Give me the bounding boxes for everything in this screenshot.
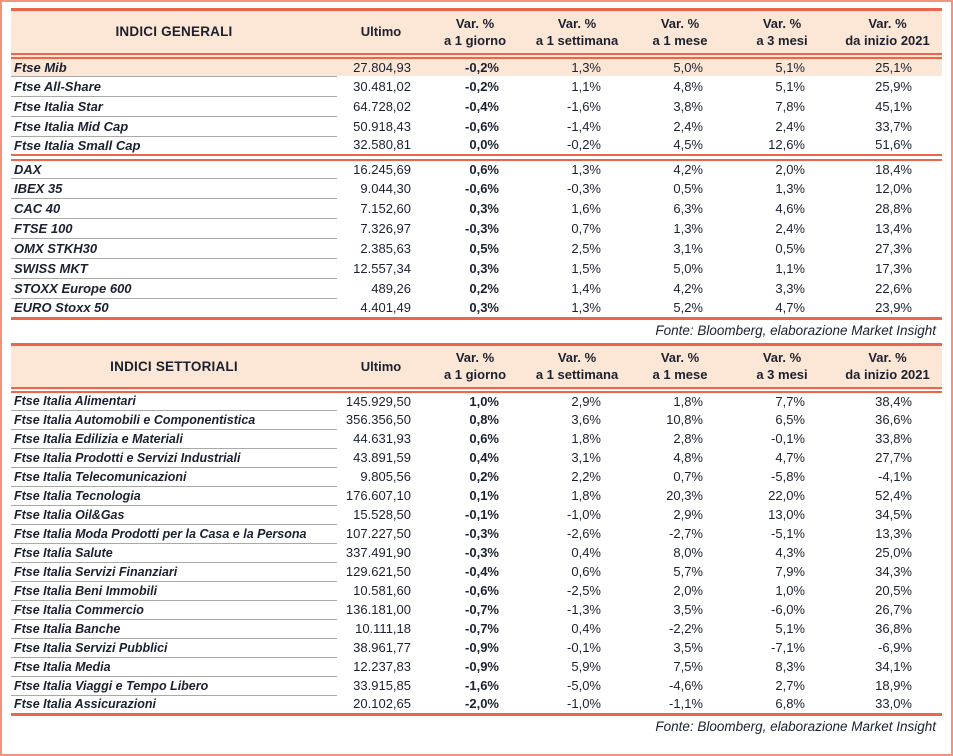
var-1-giorno-cell: -0,6% xyxy=(465,180,499,196)
var-1-settimana-cell: 1,3% xyxy=(571,59,601,75)
var-1-settimana-cell: -1,4% xyxy=(567,118,601,134)
var-1-mese-cell: 4,2% xyxy=(673,280,703,296)
index-row xyxy=(11,178,942,198)
index-name: Ftse Italia Star xyxy=(11,96,337,116)
var-3-mesi-cell: -5,8% xyxy=(771,469,805,484)
var-da-inizio-2021-cell: 17,3% xyxy=(875,260,912,276)
column-header-var-1-settimana: Var. % a 1 settimana xyxy=(535,350,619,383)
var-3-mesi-cell: -6,0% xyxy=(771,602,805,617)
table-header xyxy=(11,10,942,56)
var-1-settimana-cell: 2,9% xyxy=(571,394,601,409)
var-3-mesi-cell: 1,3% xyxy=(775,180,805,196)
index-row xyxy=(11,198,942,218)
var-3-mesi-cell: 0,5% xyxy=(775,240,805,256)
var-1-mese-cell: -1,1% xyxy=(669,696,703,712)
ultimo-cell: 356.356,50 xyxy=(345,412,411,427)
var-da-inizio-2021-cell: 25,9% xyxy=(875,78,912,94)
var-1-mese-cell: 8,0% xyxy=(673,545,703,560)
var-1-settimana-cell: 1,1% xyxy=(571,78,601,94)
table-title: INDICI GENERALI xyxy=(115,24,233,40)
index-row xyxy=(11,116,942,136)
var-1-mese-cell: 4,8% xyxy=(673,450,703,465)
var-1-mese-cell: 2,9% xyxy=(673,507,703,522)
index-row xyxy=(11,562,942,581)
var-1-mese-cell: 4,5% xyxy=(673,137,703,153)
var-3-mesi-cell: 4,7% xyxy=(775,299,805,315)
var-1-settimana-cell: -2,5% xyxy=(567,583,601,598)
index-name: EURO Stoxx 50 xyxy=(14,300,109,315)
index-group xyxy=(11,157,942,318)
sector-indices-section xyxy=(11,343,942,736)
var-1-mese-cell: 3,5% xyxy=(673,640,703,655)
var-da-inizio-2021-cell: 36,8% xyxy=(875,621,912,636)
ultimo-cell: 33.915,85 xyxy=(353,678,411,693)
index-row xyxy=(11,238,942,258)
var-1-settimana-cell: 1,6% xyxy=(571,200,601,216)
var-1-giorno-cell: 0,3% xyxy=(469,260,499,276)
ultimo-cell: 16.245,69 xyxy=(353,161,411,177)
index-name: OMX STKH30 xyxy=(11,238,337,258)
ultimo-cell: 145.929,50 xyxy=(345,394,411,409)
var-1-settimana-cell: -1,3% xyxy=(567,602,601,617)
var-1-giorno-cell: -0,3% xyxy=(465,545,499,560)
ultimo-cell: 10.111,18 xyxy=(355,621,411,636)
index-row xyxy=(11,56,942,77)
var-da-inizio-2021-cell: 36,6% xyxy=(875,412,912,427)
var-3-mesi-cell: -5,1% xyxy=(771,526,805,541)
var-1-settimana-cell: 3,1% xyxy=(571,450,601,465)
var-da-inizio-2021-cell: 13,3% xyxy=(875,526,912,541)
var-1-giorno-cell: -0,2% xyxy=(465,78,499,94)
var-1-settimana-cell: 2,5% xyxy=(571,240,601,256)
index-row xyxy=(11,695,942,714)
var-da-inizio-2021-cell: 33,0% xyxy=(875,696,912,712)
index-name: FTSE 100 xyxy=(11,218,337,238)
ultimo-cell: 32.580,81 xyxy=(353,137,411,153)
column-header-var-1-giorno: Var. % a 1 giorno xyxy=(443,350,507,383)
index-name: Ftse Italia Automobili e Componentistica xyxy=(11,410,337,429)
ultimo-cell: 12.237,83 xyxy=(353,659,411,674)
index-name: Ftse Italia Telecomunicazioni xyxy=(11,467,337,486)
var-3-mesi-cell: 5,1% xyxy=(775,59,805,75)
header-row xyxy=(11,10,942,56)
var-da-inizio-2021-cell: -4,1% xyxy=(878,469,912,484)
var-da-inizio-2021-cell: 34,3% xyxy=(875,564,912,579)
var-1-mese-cell: 4,2% xyxy=(673,161,703,177)
var-1-mese-cell: 6,3% xyxy=(673,200,703,216)
var-da-inizio-2021-cell: 26,7% xyxy=(875,602,912,617)
ultimo-cell: 7.152,60 xyxy=(360,200,411,216)
var-1-mese-cell: 3,1% xyxy=(673,240,703,256)
var-3-mesi-cell: 6,5% xyxy=(775,412,805,427)
index-row xyxy=(11,657,942,676)
index-row xyxy=(11,76,942,96)
var-1-mese-cell: 0,7% xyxy=(673,469,703,484)
index-name: Ftse Italia Oil&Gas xyxy=(11,505,337,524)
index-row xyxy=(11,524,942,543)
var-1-giorno-cell: -0,7% xyxy=(465,602,499,617)
var-1-mese-cell: 5,2% xyxy=(673,299,703,315)
var-da-inizio-2021-cell: 27,3% xyxy=(875,240,912,256)
source-note: Fonte: Bloomberg, elaborazione Market Insight xyxy=(655,718,936,734)
index-row xyxy=(11,96,942,116)
var-1-mese-cell: 5,7% xyxy=(673,564,703,579)
ultimo-cell: 9.805,56 xyxy=(360,469,411,484)
var-1-settimana-cell: 0,4% xyxy=(571,621,601,636)
var-1-settimana-cell: -2,6% xyxy=(567,526,601,541)
var-1-giorno-cell: -0,3% xyxy=(465,526,499,541)
ultimo-cell: 2.385,63 xyxy=(360,240,411,256)
var-1-giorno-cell: 0,6% xyxy=(469,431,499,446)
index-name: Ftse Italia Servizi Pubblici xyxy=(11,638,337,657)
var-3-mesi-cell: 4,7% xyxy=(775,450,805,465)
var-1-giorno-cell: -0,2% xyxy=(465,59,499,75)
index-name: SWISS MKT xyxy=(11,258,337,278)
var-da-inizio-2021-cell: 52,4% xyxy=(875,488,912,503)
var-da-inizio-2021-cell: 33,8% xyxy=(875,431,912,446)
index-row xyxy=(11,638,942,657)
var-da-inizio-2021-cell: -6,9% xyxy=(878,640,912,655)
index-group xyxy=(11,56,942,158)
var-da-inizio-2021-cell: 33,7% xyxy=(875,118,912,134)
table-header xyxy=(11,344,942,390)
sector-indices-table xyxy=(11,343,942,716)
var-da-inizio-2021-cell: 18,9% xyxy=(875,678,912,693)
index-name: Ftse Italia Servizi Finanziari xyxy=(11,562,337,581)
column-header-var-da-inizio-2021: Var. % da inizio 2021 xyxy=(845,350,930,383)
var-1-giorno-cell: -0,1% xyxy=(465,507,499,522)
column-header-var-1-giorno: Var. % a 1 giorno xyxy=(443,15,507,48)
var-1-settimana-cell: -1,0% xyxy=(567,696,601,712)
ultimo-cell: 27.804,93 xyxy=(353,59,411,75)
var-1-settimana-cell: 2,2% xyxy=(571,469,601,484)
var-1-giorno-cell: 0,2% xyxy=(469,280,499,296)
var-1-settimana-cell: 1,5% xyxy=(571,260,601,276)
var-1-mese-cell: 2,0% xyxy=(673,583,703,598)
var-1-mese-cell: 5,0% xyxy=(673,260,703,276)
index-group xyxy=(11,390,942,714)
var-1-settimana-cell: 5,9% xyxy=(571,659,601,674)
column-header-ultimo: Ultimo xyxy=(360,24,402,40)
var-3-mesi-cell: 7,7% xyxy=(775,394,805,409)
var-da-inizio-2021-cell: 34,1% xyxy=(875,659,912,674)
index-name: Ftse Italia Tecnologia xyxy=(11,486,337,505)
var-1-giorno-cell: -0,7% xyxy=(465,621,499,636)
index-row xyxy=(11,467,942,486)
var-1-giorno-cell: 0,0% xyxy=(469,137,499,153)
var-3-mesi-cell: 8,3% xyxy=(775,659,805,674)
ultimo-cell: 129.621,50 xyxy=(345,564,411,579)
index-name: Ftse Italia Beni Immobili xyxy=(11,581,337,600)
source-note: Fonte: Bloomberg, elaborazione Market Insight xyxy=(655,322,936,338)
ultimo-cell: 136.181,00 xyxy=(345,602,411,617)
ultimo-cell: 4.401,49 xyxy=(360,299,411,315)
index-row xyxy=(11,218,942,238)
var-1-mese-cell: 2,8% xyxy=(673,431,703,446)
var-1-settimana-cell: 0,6% xyxy=(571,564,601,579)
var-1-settimana-cell: -5,0% xyxy=(567,678,601,693)
var-da-inizio-2021-cell: 25,1% xyxy=(875,59,912,75)
var-1-settimana-cell: 1,3% xyxy=(571,161,601,177)
var-3-mesi-cell: 2,4% xyxy=(775,118,805,134)
var-da-inizio-2021-cell: 23,9% xyxy=(875,299,912,315)
var-1-settimana-cell: 1,4% xyxy=(571,280,601,296)
var-1-giorno-cell: 0,6% xyxy=(469,161,499,177)
var-1-giorno-cell: -0,3% xyxy=(465,220,499,236)
ultimo-cell: 44.631,93 xyxy=(353,431,411,446)
var-1-giorno-cell: -2,0% xyxy=(465,696,499,712)
index-row xyxy=(11,429,942,448)
var-1-giorno-cell: 0,2% xyxy=(469,469,499,484)
var-1-settimana-cell: 0,4% xyxy=(571,545,601,560)
var-1-mese-cell: 2,4% xyxy=(673,118,703,134)
index-name: Ftse Italia Moda Prodotti per la Casa e la Persona xyxy=(11,524,337,543)
index-name: Ftse Italia Prodotti e Servizi Industriali xyxy=(11,448,337,467)
var-3-mesi-cell: 2,4% xyxy=(775,220,805,236)
var-da-inizio-2021-cell: 38,4% xyxy=(875,394,912,409)
var-3-mesi-cell: 12,6% xyxy=(768,137,805,153)
index-name: Ftse Italia Viaggi e Tempo Libero xyxy=(11,676,337,695)
index-name: Ftse Italia Mid Cap xyxy=(11,116,337,136)
index-row xyxy=(11,298,942,318)
index-row xyxy=(11,581,942,600)
index-name: Ftse Italia Edilizia e Materiali xyxy=(11,429,337,448)
ultimo-cell: 9.044,30 xyxy=(360,180,411,196)
var-1-giorno-cell: -1,6% xyxy=(465,678,499,693)
index-row xyxy=(11,486,942,505)
var-1-mese-cell: 3,8% xyxy=(673,98,703,114)
var-da-inizio-2021-cell: 25,0% xyxy=(875,545,912,560)
ultimo-cell: 64.728,02 xyxy=(353,98,411,114)
var-da-inizio-2021-cell: 51,6% xyxy=(875,137,912,153)
column-header-var-1-settimana: Var. % a 1 settimana xyxy=(535,15,619,48)
index-name: Ftse Mib xyxy=(11,56,337,77)
general-indices-section xyxy=(11,8,942,340)
index-row xyxy=(11,676,942,695)
var-3-mesi-cell: 22,0% xyxy=(768,488,805,503)
var-3-mesi-cell: 3,3% xyxy=(775,280,805,296)
var-da-inizio-2021-cell: 22,6% xyxy=(875,280,912,296)
index-row xyxy=(11,543,942,562)
var-3-mesi-cell: 5,1% xyxy=(775,621,805,636)
var-1-settimana-cell: -0,2% xyxy=(567,137,601,153)
var-da-inizio-2021-cell: 27,7% xyxy=(875,450,912,465)
var-1-giorno-cell: 1,0% xyxy=(469,394,499,409)
ultimo-cell: 337.491,90 xyxy=(345,545,411,560)
var-1-mese-cell: -2,7% xyxy=(669,526,703,541)
column-header-var-1-mese: Var. % a 1 mese xyxy=(652,15,708,48)
var-3-mesi-cell: 4,6% xyxy=(775,200,805,216)
var-1-settimana-cell: 3,6% xyxy=(571,412,601,427)
column-header-ultimo: Ultimo xyxy=(360,358,402,374)
var-1-giorno-cell: 0,4% xyxy=(469,450,499,465)
var-da-inizio-2021-cell: 20,5% xyxy=(875,583,912,598)
var-da-inizio-2021-cell: 34,5% xyxy=(875,507,912,522)
index-row xyxy=(11,600,942,619)
index-name: Ftse Italia Assicurazioni xyxy=(14,697,156,711)
index-name: CAC 40 xyxy=(11,198,337,218)
ultimo-cell: 107.227,50 xyxy=(345,526,411,541)
index-name: STOXX Europe 600 xyxy=(11,278,337,298)
var-1-mese-cell: 10,8% xyxy=(666,412,703,427)
column-header-var-da-inizio-2021: Var. % da inizio 2021 xyxy=(845,15,930,48)
ultimo-cell: 10.581,60 xyxy=(353,583,411,598)
var-da-inizio-2021-cell: 28,8% xyxy=(875,200,912,216)
var-1-mese-cell: 5,0% xyxy=(673,59,703,75)
var-3-mesi-cell: -7,1% xyxy=(771,640,805,655)
ultimo-cell: 176.607,10 xyxy=(345,488,411,503)
var-1-giorno-cell: 0,8% xyxy=(469,412,499,427)
var-3-mesi-cell: 2,0% xyxy=(775,161,805,177)
var-1-mese-cell: -4,6% xyxy=(669,678,703,693)
index-row xyxy=(11,136,942,157)
index-row xyxy=(11,278,942,298)
var-1-giorno-cell: 0,3% xyxy=(469,299,499,315)
ultimo-cell: 38.961,77 xyxy=(353,640,411,655)
var-1-giorno-cell: 0,1% xyxy=(469,488,499,503)
ultimo-cell: 30.481,02 xyxy=(353,78,411,94)
var-1-settimana-cell: -0,1% xyxy=(567,640,601,655)
var-1-settimana-cell: 1,8% xyxy=(571,431,601,446)
index-row xyxy=(11,157,942,178)
column-header-var-1-mese: Var. % a 1 mese xyxy=(652,350,708,383)
ultimo-cell: 43.891,59 xyxy=(353,450,411,465)
general-indices-table xyxy=(11,8,942,320)
index-name: Ftse Italia Commercio xyxy=(11,600,337,619)
var-3-mesi-cell: 4,3% xyxy=(775,545,805,560)
var-1-mese-cell: 4,8% xyxy=(673,78,703,94)
index-name: Ftse Italia Media xyxy=(11,657,337,676)
index-name: Ftse All-Share xyxy=(11,76,337,96)
var-da-inizio-2021-cell: 13,4% xyxy=(875,220,912,236)
index-name: Ftse Italia Banche xyxy=(11,619,337,638)
index-row xyxy=(11,619,942,638)
var-3-mesi-cell: 6,8% xyxy=(775,696,805,712)
var-3-mesi-cell: 2,7% xyxy=(775,678,805,693)
column-header-var-3-mesi: Var. % a 3 mesi xyxy=(756,350,808,383)
index-row xyxy=(11,258,942,278)
var-3-mesi-cell: 1,1% xyxy=(775,260,805,276)
var-1-mese-cell: 1,3% xyxy=(673,220,703,236)
var-1-mese-cell: 1,8% xyxy=(673,394,703,409)
ultimo-cell: 50.918,43 xyxy=(353,118,411,134)
var-3-mesi-cell: 5,1% xyxy=(775,78,805,94)
index-name: DAX xyxy=(11,157,337,178)
var-1-settimana-cell: 0,7% xyxy=(571,220,601,236)
ultimo-cell: 7.326,97 xyxy=(360,220,411,236)
var-1-settimana-cell: 1,8% xyxy=(571,488,601,503)
var-3-mesi-cell: 7,9% xyxy=(775,564,805,579)
var-1-giorno-cell: -0,6% xyxy=(465,118,499,134)
index-name: Ftse Italia Salute xyxy=(11,543,337,562)
var-1-giorno-cell: 0,5% xyxy=(469,240,499,256)
ultimo-cell: 489,26 xyxy=(371,280,411,296)
var-1-settimana-cell: -1,0% xyxy=(567,507,601,522)
var-3-mesi-cell: 13,0% xyxy=(768,507,805,522)
index-row xyxy=(11,505,942,524)
index-name: Ftse Italia Alimentari xyxy=(11,390,337,410)
var-1-mese-cell: -2,2% xyxy=(669,621,703,636)
index-row xyxy=(11,410,942,429)
var-1-giorno-cell: 0,3% xyxy=(469,200,499,216)
table-title: INDICI SETTORIALI xyxy=(110,358,238,374)
ultimo-cell: 12.557,34 xyxy=(353,260,411,276)
var-1-mese-cell: 0,5% xyxy=(673,180,703,196)
var-1-mese-cell: 3,5% xyxy=(673,602,703,617)
index-row xyxy=(11,390,942,410)
var-1-mese-cell: 20,3% xyxy=(666,488,703,503)
index-name: Ftse Italia Small Cap xyxy=(14,137,141,153)
var-1-giorno-cell: -0,9% xyxy=(465,659,499,674)
var-1-settimana-cell: 1,3% xyxy=(571,299,601,315)
var-da-inizio-2021-cell: 45,1% xyxy=(875,98,912,114)
ultimo-cell: 15.528,50 xyxy=(353,507,411,522)
var-3-mesi-cell: 7,8% xyxy=(775,98,805,114)
var-1-giorno-cell: -0,4% xyxy=(465,98,499,114)
var-1-mese-cell: 7,5% xyxy=(673,659,703,674)
var-1-giorno-cell: -0,4% xyxy=(465,564,499,579)
ultimo-cell: 20.102,65 xyxy=(353,696,411,712)
var-1-settimana-cell: -1,6% xyxy=(567,98,601,114)
var-1-giorno-cell: -0,6% xyxy=(465,583,499,598)
var-3-mesi-cell: -0,1% xyxy=(771,431,805,446)
var-da-inizio-2021-cell: 12,0% xyxy=(875,180,912,196)
var-1-giorno-cell: -0,9% xyxy=(465,640,499,655)
index-name: IBEX 35 xyxy=(11,178,337,198)
var-1-settimana-cell: -0,3% xyxy=(567,180,601,196)
var-da-inizio-2021-cell: 18,4% xyxy=(875,161,912,177)
var-3-mesi-cell: 1,0% xyxy=(775,583,805,598)
header-row xyxy=(11,344,942,390)
column-header-var-3-mesi: Var. % a 3 mesi xyxy=(756,15,808,48)
index-row xyxy=(11,448,942,467)
